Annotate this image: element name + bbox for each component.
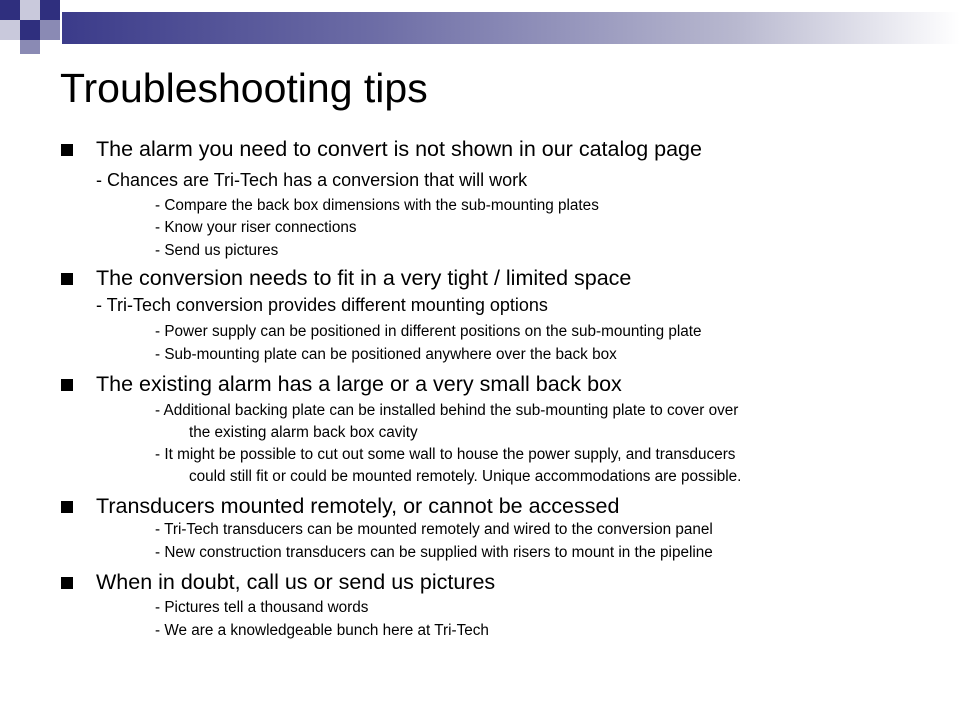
detail-item: - Tri-Tech transducers can be mounted remotely and wired to the conversion panel <box>155 521 713 538</box>
section-heading: The conversion needs to fit in a very tight / limited space <box>96 266 632 290</box>
bullet-square-icon <box>61 577 73 589</box>
detail-item: - We are a knowledgeable bunch here at Tri-Tech <box>155 622 489 639</box>
detail-item: - Additional backing plate can be installed behind the sub-mounting plate to cover over <box>155 402 739 419</box>
bullet-square-icon <box>61 501 73 513</box>
bullet-square-icon <box>61 379 73 391</box>
section-heading: The existing alarm has a large or a very small back box <box>96 372 622 396</box>
detail-item-continuation: could still fit or could be mounted remotely. Unique accommodations are possible. <box>189 468 742 485</box>
detail-item: - Pictures tell a thousand words <box>155 599 369 616</box>
deco-square <box>0 0 20 20</box>
deco-square <box>20 0 40 20</box>
section-subpoint: - Chances are Tri-Tech has a conversion that will work <box>96 170 528 190</box>
bullet-square-icon <box>61 273 73 285</box>
bullet-square-icon <box>61 144 73 156</box>
detail-item: - Send us pictures <box>155 242 279 259</box>
deco-square <box>0 20 20 40</box>
section-heading: When in doubt, call us or send us pictures <box>96 570 496 594</box>
header-decoration <box>0 0 960 60</box>
header-gradient-band <box>62 12 960 44</box>
section-heading: Transducers mounted remotely, or cannot be accessed <box>96 494 620 518</box>
page-title: Troubleshooting tips <box>60 65 428 111</box>
detail-item: - It might be possible to cut out some wall to house the power supply, and transducers <box>155 446 736 463</box>
detail-item: - Sub-mounting plate can be positioned anywhere over the back box <box>155 346 617 363</box>
detail-item: - Compare the back box dimensions with the sub-mounting plates <box>155 197 599 214</box>
deco-square <box>40 0 60 20</box>
deco-square <box>20 40 40 54</box>
detail-item: - Power supply can be positioned in different positions on the sub-mounting plate <box>155 323 702 340</box>
detail-item: - Know your riser connections <box>155 219 357 236</box>
detail-item-continuation: the existing alarm back box cavity <box>189 424 418 441</box>
section-subpoint: - Tri-Tech conversion provides different mounting options <box>96 295 548 315</box>
section-heading: The alarm you need to convert is not shown in our catalog page <box>96 137 702 161</box>
deco-square <box>40 20 60 40</box>
deco-square <box>20 20 40 40</box>
detail-item: - New construction transducers can be supplied with risers to mount in the pipeline <box>155 544 713 561</box>
